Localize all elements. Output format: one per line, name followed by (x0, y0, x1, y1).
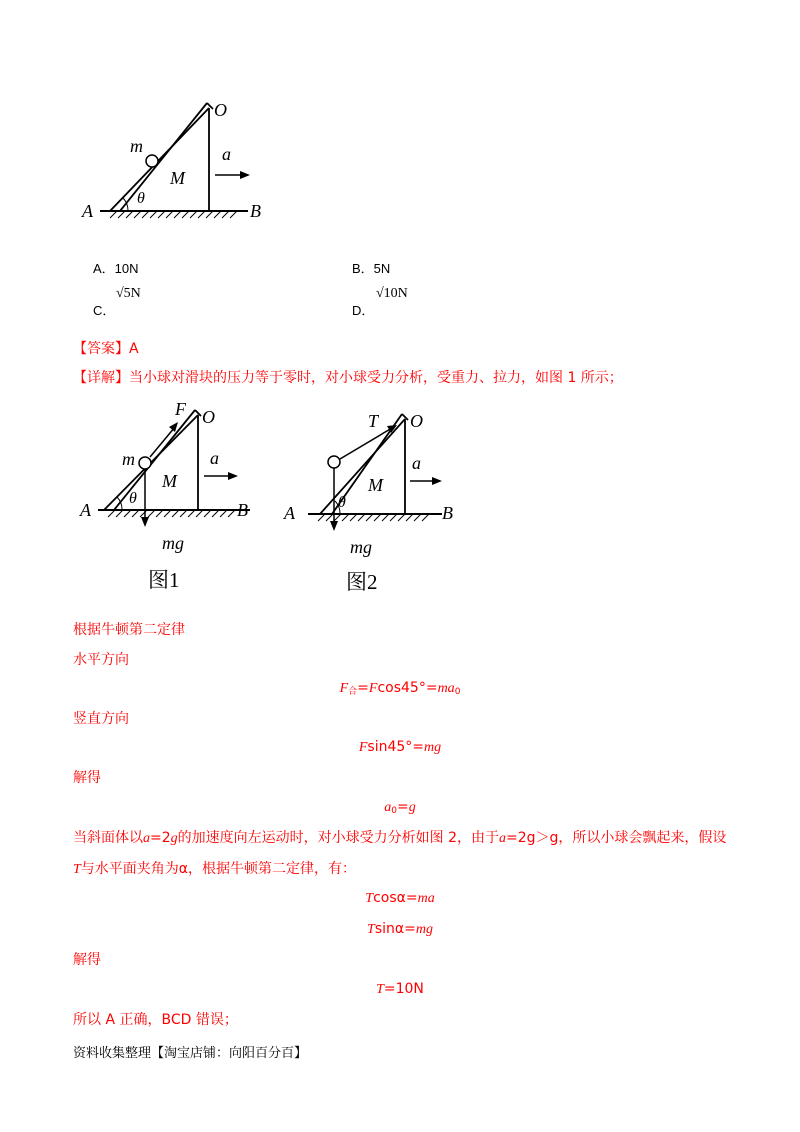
footer-text: 资料收集整理【淘宝店铺：向阳百分百】 (73, 1046, 308, 1061)
label-theta: θ (137, 190, 145, 207)
eq1-mid: = (357, 680, 369, 696)
fig1-label-theta: θ (129, 490, 137, 507)
conclusion-line: 所以 A 正确，BCD 错误； (73, 1012, 238, 1028)
para-g: g (170, 831, 178, 846)
para-part2: 的加速度向左运动时，对小球受力分析如图 2，由于 (177, 830, 499, 846)
option-a-letter: A． (93, 261, 115, 276)
eq1-sub: 合 (348, 687, 358, 697)
equation-1 (0, 678, 800, 702)
eq2-F: F (358, 740, 368, 755)
fig1-label-O: O (202, 407, 215, 427)
fig1-label-A: A (80, 500, 91, 520)
para-part1: 当斜面体以 (73, 830, 143, 846)
eq3-a: a (384, 800, 392, 815)
option-b-value: 5N (373, 261, 391, 276)
para2-rest: 与水平面夹角为α，根据牛顿第二定律，有： (80, 861, 357, 877)
option-b-letter: B． (352, 261, 374, 276)
fig2-caption: 图2 (346, 570, 378, 594)
explanation-intro: 当小球对滑块的压力等于零时，对小球受力分析，受重力、拉力，如图 1 所示； (129, 370, 623, 386)
fig2-label-A: A (284, 503, 295, 523)
fig1-label-mg: mg (162, 533, 184, 553)
paragraph-line-1 (73, 828, 726, 849)
eq1-ma: ma (437, 681, 455, 696)
option-d (352, 300, 374, 319)
option-c-value: √5N (116, 286, 141, 301)
option-b (352, 258, 390, 277)
equation-4 (0, 888, 800, 909)
eq1-sub0: 0 (454, 687, 461, 697)
label-B: B (250, 201, 261, 221)
fig2-label-mg: mg (350, 537, 372, 557)
equation-6 (0, 979, 800, 1000)
explanation-label: 【详解】 (73, 370, 129, 386)
fig2-label-a: a (412, 453, 421, 473)
vertical-line: 竖直方向 (73, 711, 129, 727)
para2-T: T (73, 862, 81, 877)
fig1-label-m: m (122, 449, 135, 469)
eq1-F: F (339, 681, 349, 696)
fig2-label-O: O (410, 411, 423, 431)
answer-label: 【答案】 (73, 341, 129, 357)
answer-value: A (129, 341, 139, 357)
fig2-label-M: M (368, 475, 383, 495)
eq6-rest: =10N (383, 981, 424, 997)
explanation-line (73, 368, 623, 388)
eq3-g: g (408, 800, 416, 815)
para-a2: a (499, 831, 506, 846)
incline-figure (70, 90, 270, 230)
fig1-caption: 图1 (148, 568, 180, 592)
para-a: a (143, 831, 150, 846)
option-c (93, 300, 115, 319)
para-part3: =2g＞g，所以小球会飘起来，假设 (506, 830, 727, 846)
eq4-rest: cosα= (373, 890, 418, 906)
equation-2 (0, 737, 800, 758)
horizontal-line: 水平方向 (73, 652, 129, 668)
eq1-cos: cos45°= (377, 680, 438, 696)
equation-5 (0, 919, 800, 940)
fig2-label-theta: θ (338, 494, 346, 511)
eq5-mg: mg (415, 922, 433, 937)
option-c-letter: C． (93, 303, 116, 318)
fig2-label-B: B (442, 503, 453, 523)
eq2-rest: sin45°= (367, 739, 425, 755)
solve-line-2: 解得 (73, 952, 101, 968)
fig1-label-a: a (210, 448, 219, 468)
law-line: 根据牛顿第二定律 (73, 622, 185, 638)
eq1-F2: F (368, 681, 378, 696)
eq2-mg: mg (424, 740, 442, 755)
equation-3 (0, 797, 800, 821)
option-d-letter: D． (352, 303, 375, 318)
option-a (93, 258, 139, 277)
label-O: O (214, 100, 227, 120)
eq5-rest: sinα= (374, 921, 416, 937)
force-figure-2 (280, 395, 480, 600)
eq5-T: T (367, 922, 375, 937)
force-figure-1 (70, 395, 270, 600)
answer-line (73, 339, 139, 359)
eq3-sub0: 0 (391, 806, 397, 816)
eq4-ma: ma (417, 891, 435, 906)
fig1-label-F: F (175, 399, 186, 419)
para-eq: =2 (150, 830, 171, 846)
label-A: A (82, 201, 93, 221)
eq4-T: T (365, 891, 374, 906)
eq3-eq: = (397, 799, 409, 815)
fig2-label-T: T (368, 411, 379, 431)
paragraph-line-2 (73, 859, 356, 880)
label-a: a (222, 144, 231, 164)
label-m: m (130, 136, 143, 156)
fig1-label-B: B (237, 500, 248, 520)
label-M: M (170, 168, 185, 188)
eq6-T: T (376, 982, 384, 997)
option-d-value: √10N (376, 286, 408, 301)
fig1-label-M: M (162, 471, 177, 491)
solve-line-1: 解得 (73, 770, 101, 786)
option-a-value: 10N (114, 261, 139, 276)
